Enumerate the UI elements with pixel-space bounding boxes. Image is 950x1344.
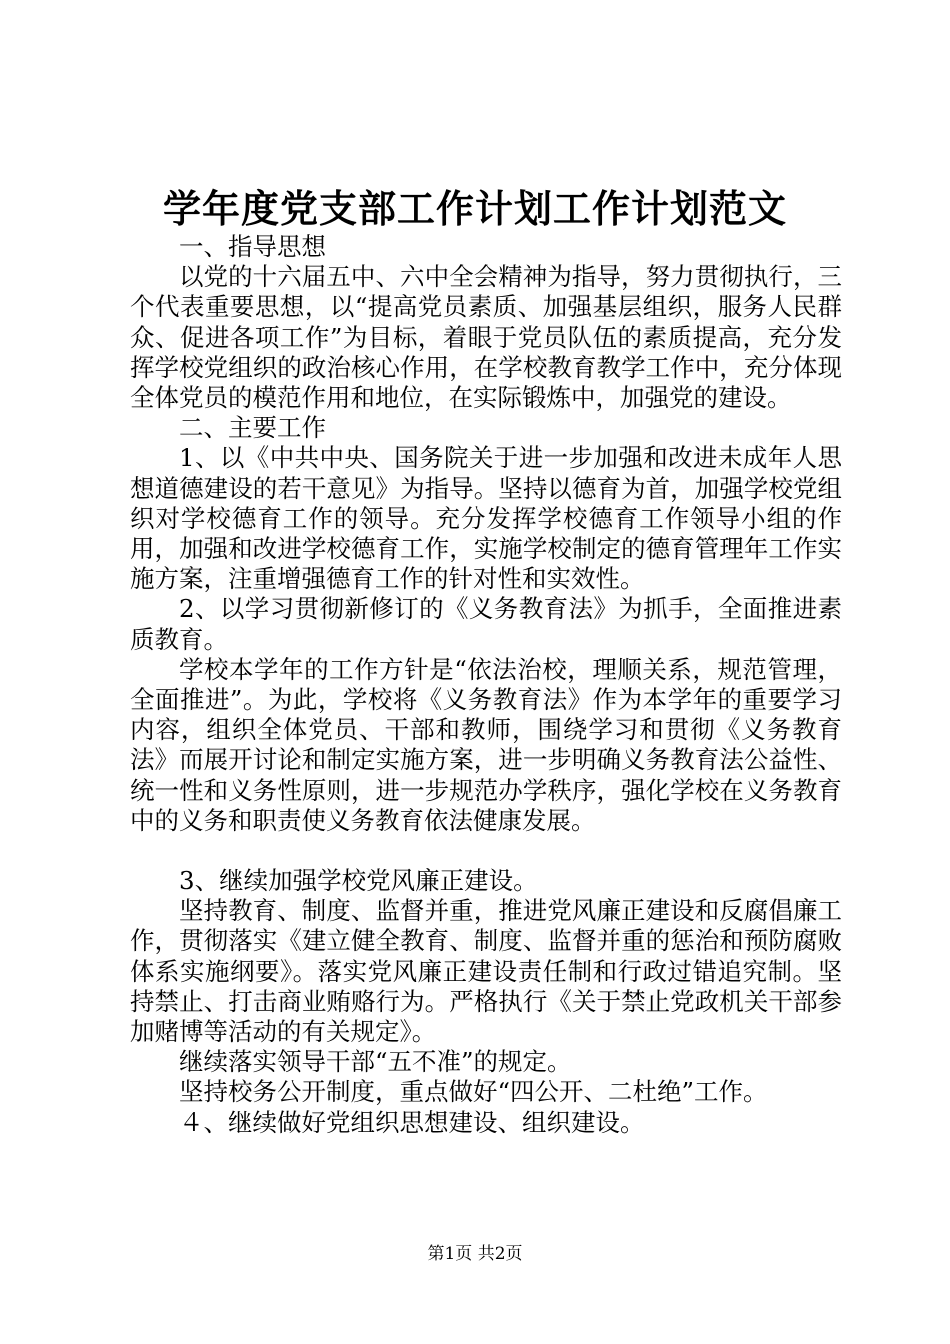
section-heading-guiding-ideology: 一、指导思想 (179, 232, 326, 261)
page-number: 第1页 共2页 (427, 1244, 523, 1264)
paragraph-guiding-ideology: 以党的十六届五中、六中全会精神为指导，努力贯彻执行，三个代表重要思想，以“提高党员素质、加强基层组织，服务人民群众、促进各项工作”为目标，着眼于党员队伍的素质提高，充分发挥学校党组织的政治核心作用，在学校教育教学工作中，充分体现全体党员的模范作用和地位，在实际锻炼中，加强党的建设。 (130, 262, 842, 413)
document-body (130, 232, 842, 1138)
blank-line (130, 836, 842, 866)
document-title: 学年度党支部工作计划工作计划范文 (162, 186, 787, 231)
section-heading-main-work: 二、主要工作 (179, 413, 326, 443)
paragraph-work-policy: 学校本学年的工作方针是“依法治校，理顺关系，规范管理，全面推进”。为此，学校将《义务教育法》作为本学年的重要学习内容，组织全体党员、干部和教师，围绕学习和贯彻《义务教育法》而展开讨论和制定实施方案，进一步明确义务教育法公益性、统一性和义务性原则，进一步规范办学秩序，强化学校在义务教育中的义务和职责使义务教育依法健康发展。 (130, 654, 842, 835)
paragraph-item-2: 2、以学习贯彻新修订的《义务教育法》为抓手，全面推进素质教育。 (130, 594, 842, 654)
paragraph-anti-corruption: 坚持教育、制度、监督并重，推进党风廉正建设和反腐倡廉工作，贯彻落实《建立健全教育、制度、监督并重的惩治和预防腐败体系实施纲要》。落实党风廉正建设责任制和行政过错追究制。坚持禁止、打击商业贿赂行为。严格执行《关于禁止党政机关干部参加赌博等活动的有关规定》。 (130, 896, 842, 1047)
paragraph-item-1: 1、以《中共中央、国务院关于进一步加强和改进未成年人思想道德建设的若干意见》为指导。坚持以德育为首，加强学校党组织对学校德育工作的领导。充分发挥学校德育工作领导小组的作用，加强和改进学校德育工作，实施学校制定的德育管理年工作实施方案，注重增强德育工作的针对性和实效性。 (130, 443, 842, 594)
paragraph-item-4: ４、继续做好党组织思想建设、组织建设。 (179, 1107, 645, 1137)
paragraph-five-prohibitions: 继续落实领导干部“五不准”的规定。 (179, 1047, 572, 1077)
paragraph-school-affairs: 坚持校务公开制度，重点做好“四公开、二杜绝”工作。 (179, 1077, 768, 1107)
paragraph-item-3: 3、继续加强学校党风廉正建设。 (179, 866, 538, 896)
